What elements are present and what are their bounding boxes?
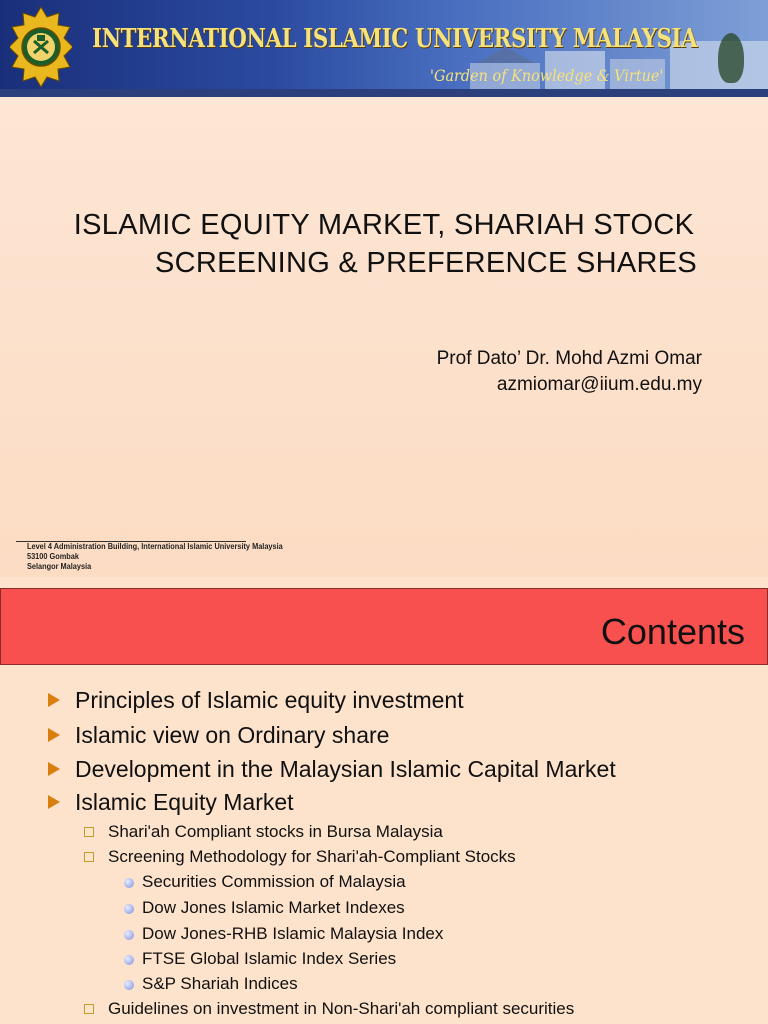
- address-line: Level 4 Administration Building, International Islamic University Malaysia: [27, 542, 283, 551]
- arrow-bullet-icon: [48, 728, 60, 742]
- square-bullet-icon: [84, 827, 94, 837]
- university-banner: [0, 0, 768, 97]
- presentation-title: [0, 206, 768, 282]
- square-bullet-icon: [84, 1004, 94, 1014]
- address-line: Selangor Malaysia: [27, 562, 92, 571]
- round-bullet-icon: [124, 904, 134, 914]
- address-line: 53100 Gombak: [27, 552, 79, 561]
- address-block: [27, 542, 283, 572]
- round-bullet-icon: [124, 930, 134, 940]
- round-bullet-icon: [124, 955, 134, 965]
- arrow-bullet-icon: [48, 762, 60, 776]
- university-motto: 'Garden of Knowledge & Virtue': [430, 66, 664, 85]
- arrow-bullet-icon: [48, 795, 60, 809]
- square-bullet-icon: [84, 852, 94, 862]
- banner-ground: [0, 89, 768, 97]
- title-line-1: ISLAMIC EQUITY MARKET, SHARIAH STOCK: [73, 209, 695, 241]
- arrow-bullet-icon: [48, 693, 60, 707]
- university-name: INTERNATIONAL ISLAMIC UNIVERSITY MALAYSIA: [92, 24, 698, 54]
- author-block: [437, 346, 702, 398]
- contents-heading: Contents: [600, 611, 745, 652]
- contents-slide: Contents Principles of Islamic equity investment Islamic view on Ordinary share Development in the Malaysian Islamic Capital Market Islamic Equity Market Shari'ah Compliant stocks in Bursa Malaysia Screening Methodology for Shari'ah-Compliant Stocks Securities Commission of Malaysia Dow Jones Islamic Market Indexes Dow Jones-RHB Islamic Malaysia Index FTSE Global Islamic Index Series S&P Shariah Indices Guidelines on investment in Non-Shari'ah compliant securities: [0, 577, 768, 1024]
- contents-heading-bar: [0, 588, 768, 665]
- title-line-2: SCREENING & PREFERENCE SHARES: [154, 247, 698, 279]
- university-crest-icon: [8, 4, 74, 90]
- author-name: Prof Dato’ Dr. Mohd Azmi Omar: [436, 348, 702, 369]
- author-email: azmiomar@iium.edu.my: [496, 374, 702, 395]
- banner-tree: [718, 33, 744, 83]
- round-bullet-icon: [124, 980, 134, 990]
- round-bullet-icon: [124, 878, 134, 888]
